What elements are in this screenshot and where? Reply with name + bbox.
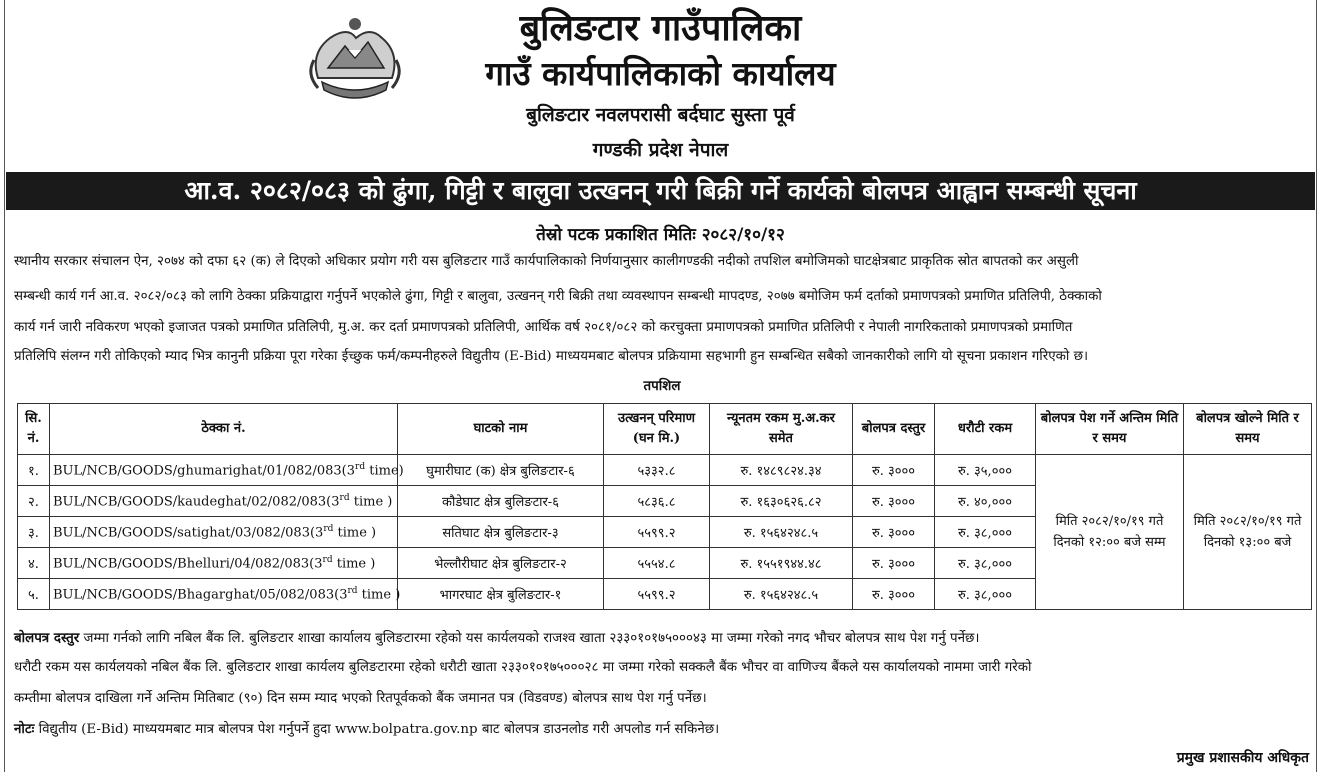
cell-contract: BUL/NCB/GOODS/Bhelluri/04/082/083(3rd time ) — [50, 548, 398, 579]
col-header-opening: बोलपत्र खोल्ने मिति र समय — [1184, 404, 1312, 455]
intro-line-3: कार्य गर्न जारी नविकरण भएको इजाजत पत्रको प्रमाणित प्रतिलिपी, मु.अ. कर दर्ता प्रमाणपत्रको प्रतिलिपी, आर्थिक वर्ष २०८१/०८२ को करचुक्ता प्रमाणपत्रको प्रमाणित प्रतिलिपी र नेपाली नागरिकताको प्रमाणपत्रको प्रमाणित — [14, 320, 1073, 335]
table-header-row — [18, 404, 1312, 455]
office-name: बुलिङटार गाउँपालिका — [519, 7, 802, 49]
cell-ghat: भेल्लौरीघाट क्षेत्र बुलिङटार-२ — [398, 548, 604, 579]
cell-min-amount: रु. १४८९८२४.३४ — [710, 455, 853, 486]
cell-fee: रु. ३००० — [853, 517, 935, 548]
cell-sn: ३. — [18, 517, 50, 548]
cell-min-amount: रु. १५६४२४८.५ — [710, 517, 853, 548]
cell-contract: BUL/NCB/GOODS/kaudeghat/02/082/083(3rd time ) — [50, 486, 398, 517]
cell-deposit: रु. ३८,००० — [935, 517, 1036, 548]
signature: प्रमुख प्रशासकीय अधिकृत — [1176, 750, 1309, 766]
col-header-deposit: धरौटी रकम — [935, 404, 1036, 455]
schedule-label: तपशिल — [643, 378, 681, 394]
cell-sn: ४. — [18, 548, 50, 579]
note — [14, 719, 1310, 737]
cell-ghat: भागरघाट क्षेत्र बुलिङटार-१ — [398, 579, 604, 610]
cell-quantity: ५५९९.२ — [604, 517, 710, 548]
cell-min-amount: रु. १५६४२४८.५ — [710, 579, 853, 610]
cell-quantity: ५५५४.८ — [604, 548, 710, 579]
deposit-line-1: धरौटी रकम यस कार्यलयको नबिल बैंक लि. बुलिङटार शाखा कार्यलय बुलिङटारमा रहेको धरौटी खाता २३३०१०१७५०००२८ मा जम्मा गरेको सक्कलै बैंक भौचर वा वाणिज्य बैंकले यस कार्यालयको नाममा जारी गरेको — [14, 660, 1032, 675]
cell-submission-deadline: मिति २०८२/१०/१९ गते दिनको १२:०० बजे सम्म — [1036, 455, 1184, 610]
cell-quantity: ५५९९.२ — [604, 579, 710, 610]
cell-deposit: रु. ३५,००० — [935, 455, 1036, 486]
tender-schedule-table — [17, 403, 1312, 610]
office-address: बुलिङटार नवलपरासी बर्दघाट सुस्ता पूर्व — [526, 104, 795, 126]
intro-line-2: सम्बन्धी कार्य गर्न आ.व. २०८२/०८३ को लागि ठेक्का प्रक्रियाद्वारा गर्नुपर्ने भएकोले ढुंगा, गिट्टी र बालुवा, उत्खनन् गरी बिक्री तथा व्यवस्थापन सम्बन्धी मापदण्ड, २०७७ बमोजिम फर्म दर्ताको प्रमाणपत्रको प्रमाणित प्रतिलिपी, ठेक्काको — [14, 289, 1102, 304]
cell-deposit: रु. ३८,००० — [935, 579, 1036, 610]
cell-min-amount: रु. १६३०६२६.८२ — [710, 486, 853, 517]
cell-sn: ५. — [18, 579, 50, 610]
cell-opening-time: मिति २०८२/१०/१९ गते दिनको १३:०० बजे — [1184, 455, 1312, 610]
col-header-min-amount: न्यूनतम रकम मु.अ.कर समेत — [710, 404, 853, 455]
col-header-submission: बोलपत्र पेश गर्ने अन्तिम मिति र समय — [1036, 404, 1184, 455]
cell-contract: BUL/NCB/GOODS/satighat/03/082/083(3rd time ) — [50, 517, 398, 548]
cell-deposit: रु. ३८,००० — [935, 548, 1036, 579]
cell-sn: १. — [18, 455, 50, 486]
fee-label: बोलपत्र दस्तुर — [14, 630, 80, 646]
note-text: विद्युतीय (E-Bid) माध्ययमबाट मात्र बोलपत्र पेश गर्नुपर्ने हुदा www.bolpatra.gov.np बाट बोलपत्र डाउनलोड गरी अपलोड गर्न सकिनेछ। — [34, 722, 720, 737]
cell-ghat: कौडेघाट क्षेत्र बुलिङटार-६ — [398, 486, 604, 517]
table-row — [18, 455, 1312, 486]
cell-contract: BUL/NCB/GOODS/ghumarighat/01/082/083(3rd time) — [50, 455, 398, 486]
notice-title-banner: आ.व. २०८२/०८३ को ढुंगा, गिट्टी र बालुवा उत्खनन् गरी बिक्री गर्ने कार्यको बोलपत्र आह्वान सम्बन्धी सूचना — [6, 172, 1315, 210]
intro-line-4: प्रतिलिपि संलग्न गरी तोकिएको म्याद भित्र कानुनी प्रक्रिया पूरा गरेका ईच्छुक फर्म/कम्पनीहरुले विद्युतीय (E-Bid) माध्ययमबाट बोलपत्र प्रक्रियामा सहभागी हुन सम्बन्धित सबैको जानकारीको लागि यो सूचना प्रकाशन गरिएको छ। — [14, 349, 1089, 364]
fee-instructions — [14, 628, 1310, 646]
cell-min-amount: रु. १५५१९४४.४८ — [710, 548, 853, 579]
office-province: गण्डकी प्रदेश नेपाल — [592, 139, 729, 161]
col-header-ghat: घाटको नाम — [398, 404, 604, 455]
publication-date: तेस्रो पटक प्रकाशित मितिः २०८२/१०/१२ — [536, 225, 785, 245]
cell-fee: रु. ३००० — [853, 455, 935, 486]
cell-deposit: रु. ४०,००० — [935, 486, 1036, 517]
cell-fee: रु. ३००० — [853, 548, 935, 579]
col-header-contract: ठेक्का नं. — [50, 404, 398, 455]
note-label: नोटः — [14, 721, 35, 737]
cell-sn: २. — [18, 486, 50, 517]
cell-quantity: ५३३२.८ — [604, 455, 710, 486]
fee-text: जम्मा गर्नको लागि नबिल बैंक लि. बुलिङटार शाखा कार्यालय बुलिङटारमा रहेको यस कार्यलयको राजश्व खाता २३३०१०१७५०००४३ मा जम्मा गरेको नगद भौचर बोलपत्र साथ पेश गर्नु पर्नेछ। — [79, 631, 980, 646]
cell-fee: रु. ३००० — [853, 486, 935, 517]
cell-fee: रु. ३००० — [853, 579, 935, 610]
cell-contract: BUL/NCB/GOODS/Bhagarghat/05/082/083(3rd time ) — [50, 579, 398, 610]
deposit-line-2: कम्तीमा बोलपत्र दाखिला गर्ने अन्तिम मितिबाट (९०) दिन सम्म म्याद भएको रितपूर्वकको बैंक जमानत पत्र (विडवण्ड) बोलपत्र साथ पेश गर्नु पर्नेछ। — [14, 691, 707, 706]
cell-ghat: घुमारीघाट (क) क्षेत्र बुलिङटार-६ — [398, 455, 604, 486]
col-header-fee: बोलपत्र दस्तुर — [853, 404, 935, 455]
cell-quantity: ५८३६.८ — [604, 486, 710, 517]
cell-ghat: सतिघाट क्षेत्र बुलिङटार-३ — [398, 517, 604, 548]
col-header-sn: सि. नं. — [18, 404, 50, 455]
col-header-quantity: उत्खनन् परिमाण (घन मि.) — [604, 404, 710, 455]
office-subtitle: गाउँ कार्यपालिकाको कार्यालय — [485, 54, 836, 93]
intro-line-1: स्थानीय सरकार संचालन ऐन, २०७४ को दफा ६२ (क) ले दिएको अधिकार प्रयोग गरी यस बुलिङटार गाउँ कार्यपालिकाको निर्णयानुसार कालीगण्डकी नदीको तपशिल बमोजिमको घाटक्षेत्रबाट प्राकृतिक स्रोत बापतको कर असुली — [14, 254, 1079, 269]
